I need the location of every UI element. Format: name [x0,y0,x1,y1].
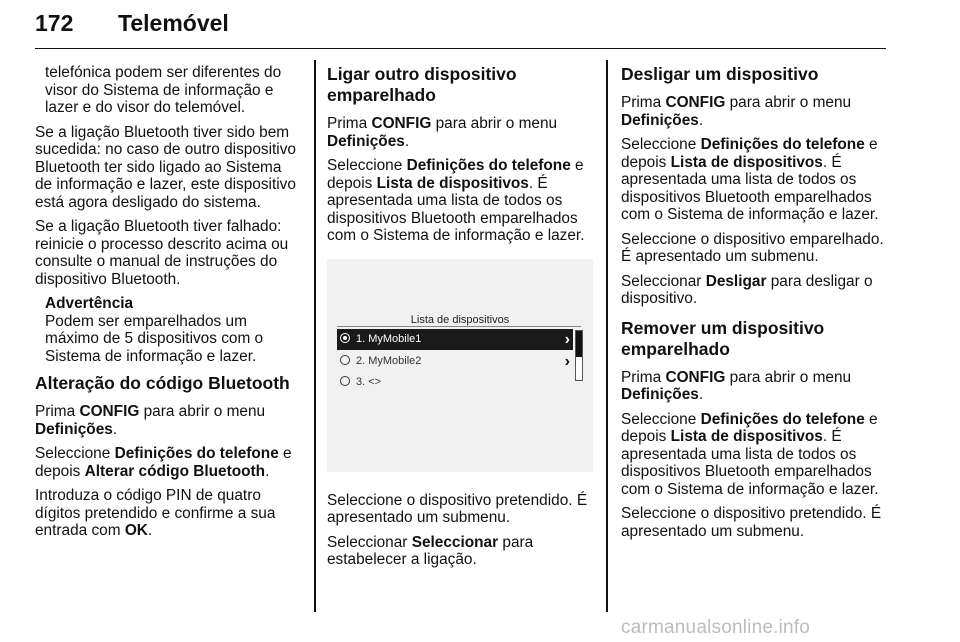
warning-box [35,295,301,365]
paragraph: Seleccione Definições do telefone e depois Alterar código Bluetooth. [35,445,292,480]
paragraph: Prima CONFIG para abrir o menu Definições. [35,403,266,438]
device-list-screen [327,259,593,472]
column-divider [314,60,316,612]
column-3 [621,64,887,547]
paragraph: Seleccione o dispositivo pretendido. É apresentado um submenu. [327,491,588,526]
chapter-title: Telemóvel [118,10,229,36]
chevron-right-icon: › [564,352,570,370]
paragraph: Seleccionar Seleccionar para estabelecer a ligação. [327,533,534,568]
paragraph: Seleccionar Desligar para desligar o dispositivo. [621,272,873,307]
screen-title: Lista de dispositivos [410,313,510,326]
page-header [35,4,886,49]
column-1 [35,64,301,547]
page-number: 172 [35,10,74,36]
device-item-1[interactable]: 1. MyMobile1 › [337,329,573,350]
scrollbar[interactable] [575,330,583,381]
paragraph: Se a ligação Bluetooth tiver sido bem sucedida: no caso de outro dispositivo Bluetooth ter sido ligado ao Sistema de informação e lazer, este dispositivo está agora desligado do sistema. [35,123,296,211]
radio-icon [340,376,350,386]
paragraph: Introduza o código PIN de quatro dígitos pretendido e confirme a sua entrada com OK. [35,487,276,539]
warning-title: Advertência [45,295,134,312]
paragraph: telefónica podem ser diferentes do visor do Sistema de informação e lazer e do visor do telemóvel. [45,64,282,116]
paragraph: Seleccione Definições do telefone e depois Lista de dispositivos. É apresentada uma lista de todos os dispositivos Bluetooth emparelhados com o Sistema de informação e lazer. [621,410,879,498]
section-heading: Desligar um dispositivo [621,64,819,84]
radio-icon [340,355,350,365]
paragraph: Seleccione Definições do telefone e depois Lista de dispositivos. É apresentada uma lista de todos os dispositivos Bluetooth emparelhados com o Sistema de informação e lazer. [621,136,879,223]
paragraph: Se a ligação Bluetooth tiver falhado: reinicie o processo descrito acima ou consulte o manual de instruções do dispositivo Bluetooth. [35,218,289,288]
divider [337,326,581,327]
warning-text: Podem ser emparelhados um máximo de 5 dispositivos com o Sistema de informação e lazer. [45,312,264,365]
section-heading: Ligar outro dispositivo emparelhado [327,64,517,105]
paragraph: Prima CONFIG para abrir o menu Definições. [621,368,852,403]
section-heading: Remover um dispositivo emparelhado [621,317,825,359]
paragraph: Seleccione o dispositivo emparelhado. É apresentado um submenu. [621,230,884,265]
column-divider [606,60,608,612]
paragraph: Seleccione o dispositivo pretendido. É apresentado um submenu. [621,505,882,540]
device-item-2[interactable]: 2. MyMobile2 › [337,351,573,372]
watermark: carmanualsonline.info [621,617,811,638]
radio-selected-icon [340,333,350,343]
column-2 [327,64,593,576]
paragraph: Prima CONFIG para abrir o menu Definições. [327,115,558,150]
chevron-right-icon: › [564,330,570,348]
section-heading: Alteração do código Bluetooth [35,373,290,393]
scrollbar-thumb[interactable] [576,331,582,357]
device-item-3[interactable]: 3. <> [337,372,573,393]
paragraph: Seleccione Definições do telefone e depois Lista de dispositivos. É apresentada uma lista de todos os dispositivos Bluetooth emparelhados com o Sistema de informação e lazer. [327,157,585,244]
paragraph: Prima CONFIG para abrir o menu Definições. [621,94,852,129]
